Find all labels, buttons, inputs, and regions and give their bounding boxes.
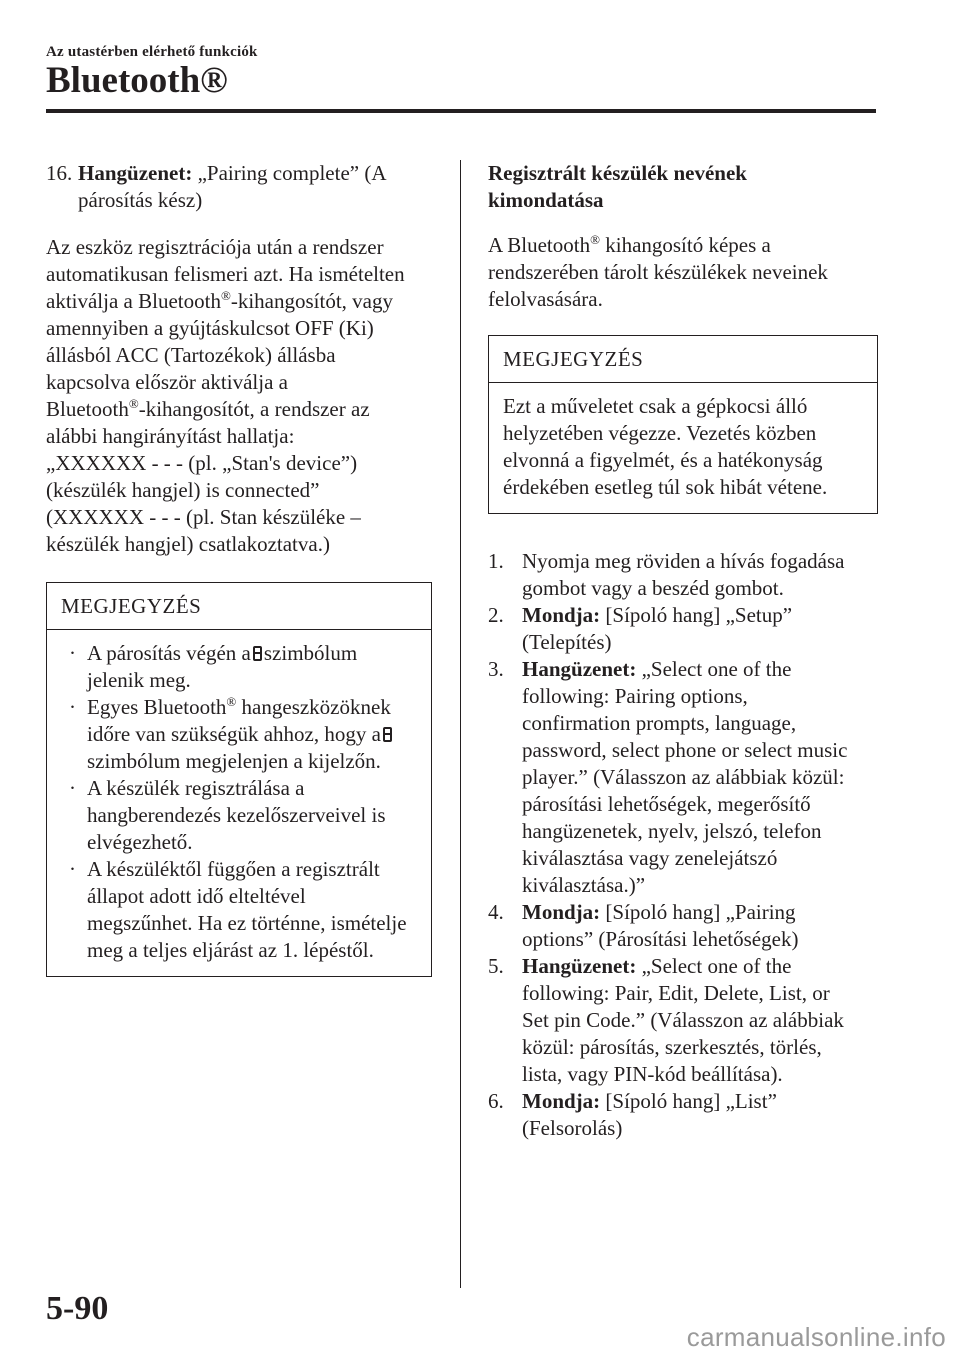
paragraph-line [46, 288, 432, 315]
column-divider [460, 160, 461, 1288]
text: [Sípoló hang] „Pairing [600, 900, 796, 924]
paragraph-line: Az eszköz regisztrációja után a rendszer [46, 235, 384, 259]
step-5 [488, 953, 878, 1088]
text: aktiválja a Bluetooth [46, 289, 221, 313]
text: időre van szükségük ahhoz, hogy a [87, 722, 381, 746]
text: hangeszközöknek [236, 695, 391, 719]
text: rendszerében tárolt készülékek neveinek [488, 260, 828, 284]
text: „Select one of the [636, 954, 792, 978]
note-box [46, 582, 432, 977]
text: elvégezhető. [87, 830, 193, 854]
note-bullet [61, 640, 419, 694]
text: Bluetooth [46, 397, 129, 421]
bullet-dot: · [69, 857, 76, 881]
step-text: following: Pairing options, [522, 684, 748, 708]
step-6 [488, 1088, 878, 1142]
text: megszűnhet. Ha ez történne, ismételje [87, 911, 407, 935]
step-text: „Pairing complete” (A [192, 161, 387, 185]
registered-mark: ® [128, 396, 139, 411]
step-text [522, 899, 878, 926]
section-subheading [488, 160, 878, 214]
step-text: confirmation prompts, language, [522, 711, 797, 735]
step-text: hangüzenetek, nyelv, jelszó, telefon [522, 819, 822, 843]
step-text [522, 1088, 878, 1115]
registered-mark: ® [226, 694, 237, 709]
step-text: közül: párosítás, szerkesztés, törlés, [522, 1035, 822, 1059]
step-text [522, 656, 878, 683]
text: elvonná a figyelmét, és a hatékonyság [503, 448, 823, 472]
step-number: 5. [488, 954, 504, 978]
paragraph-line: automatikusan felismeri azt. Ha ismételten [46, 262, 405, 286]
step-text: player.” (Válasszon az alábbiak közül: [522, 765, 845, 789]
note-bullet [61, 775, 419, 856]
section-label: Az utastérben elérhető funkciók [46, 44, 258, 60]
step-number: 1. [488, 549, 504, 573]
text: állapot adott idő elteltével [87, 884, 306, 908]
step-text: (Felsorolás) [522, 1116, 623, 1140]
phone-symbol-icon [383, 727, 392, 742]
text: helyzetében végezze. Vezetés közben [503, 421, 817, 445]
text: A készüléktől függően a regisztrált [87, 857, 380, 881]
paragraph-line: kapcsolva először aktiválja a [46, 370, 288, 394]
bullet-dot: · [69, 695, 76, 719]
step-text: following: Pair, Edit, Delete, List, or [522, 981, 830, 1005]
step-number: 6. [488, 1089, 504, 1113]
text: kihangosító képes a [599, 233, 771, 257]
text: -kihangosítót, a rendszer az [138, 397, 370, 421]
steps-list [488, 548, 878, 1142]
paragraph-line [46, 396, 432, 423]
note-bullet [61, 694, 419, 775]
step-4 [488, 899, 878, 953]
step-text: párosítási lehetőségek, megerősítő [522, 792, 811, 816]
paragraph-line: amennyiben a gyújtáskulcsot OFF (Ki) [46, 316, 374, 340]
text: A párosítás végén a [87, 641, 251, 665]
step-number: 3. [488, 657, 504, 681]
registered-mark: ® [590, 232, 600, 247]
text: szimbólum megjelenjen a kijelzőn. [87, 749, 381, 773]
text: Regisztrált készülék nevének [488, 161, 747, 185]
phone-symbol-icon [253, 646, 262, 661]
step-text: (Telepítés) [522, 630, 612, 654]
paragraph-line: (XXXXXX - - - (pl. Stan készüléke – [46, 505, 361, 529]
step-1 [488, 548, 878, 602]
registration-paragraph [46, 234, 432, 558]
step-3 [488, 656, 878, 899]
paragraph-line: (készülék hangjel) is connected” [46, 478, 320, 502]
left-column [46, 160, 432, 977]
text: Egyes Bluetooth [87, 695, 227, 719]
step-number: 4. [488, 900, 504, 924]
step-text: kiválasztása vagy zenelejátszó [522, 846, 778, 870]
paragraph-line: alábbi hangirányítást hallatja: [46, 424, 295, 448]
text: [Sípoló hang] „List” [600, 1089, 777, 1113]
text: hangberendezés kezelőszerveivel is [87, 803, 386, 827]
note-bullet [61, 856, 419, 964]
step-text: lista, vagy PIN-kód beállítása). [522, 1062, 783, 1086]
step-number: 16. [46, 161, 73, 185]
text: kimondatása [488, 188, 604, 212]
text: A Bluetooth [488, 233, 591, 257]
text: érdekében esetleg túl sok hibát vétene. [503, 475, 828, 499]
text: Ezt a műveletet csak a gépkocsi álló [503, 394, 808, 418]
step-text: kiválasztása.)” [522, 873, 646, 897]
registered-mark: ® [220, 288, 231, 303]
step-text [522, 953, 878, 980]
step-2 [488, 602, 878, 656]
step-text: Nyomja meg röviden a hívás fogadása [522, 549, 845, 573]
note-title: MEGJEGYZÉS [47, 583, 431, 630]
text: A készülék regisztrálása a [87, 776, 305, 800]
header-rule [46, 109, 876, 113]
step-label: Hangüzenet: [522, 954, 637, 978]
paragraph-line: „XXXXXX - - - (pl. „Stan's device”) [46, 451, 358, 475]
step-label: Mondja: [522, 900, 601, 924]
note-body [47, 630, 431, 976]
text: -kihangosítót, vagy [230, 289, 393, 313]
right-column [488, 160, 878, 1142]
text: meg a teljes eljárást az 1. lépéstől. [87, 938, 374, 962]
step-label: Mondja: [522, 1089, 601, 1113]
step-label: Hangüzenet: [522, 657, 637, 681]
paragraph-line: állásból ACC (Tartozékok) állásba [46, 343, 336, 367]
note-title: MEGJEGYZÉS [489, 336, 877, 383]
step-label: Hangüzenet: [78, 161, 193, 185]
step-text: párosítás kész) [78, 188, 203, 212]
step-label: Mondja: [522, 603, 601, 627]
step-text: gombot vagy a beszéd gombot. [522, 576, 784, 600]
step-text: Set pin Code.” (Válasszon az alábbiak [522, 1008, 844, 1032]
intro-paragraph [488, 232, 878, 313]
text: felolvasására. [488, 287, 603, 311]
step-16 [46, 160, 432, 214]
paragraph-line: készülék hangjel) csatlakoztatva.) [46, 532, 330, 556]
text: „Select one of the [636, 657, 792, 681]
step-text [522, 602, 878, 629]
note-box [488, 335, 878, 514]
note-body [489, 383, 877, 513]
page-number: 5-90 [46, 1290, 109, 1327]
chapter-title: Bluetooth® [46, 60, 228, 101]
text: [Sípoló hang] „Setup” [600, 603, 793, 627]
text: szimbólum [263, 641, 358, 665]
step-text: password, select phone or select music [522, 738, 848, 762]
bullet-dot: · [69, 641, 76, 665]
step-text: options” (Párosítási lehetőségek) [522, 927, 799, 951]
text: jelenik meg. [87, 668, 191, 692]
watermark: carmanualsonline.info [686, 1322, 946, 1352]
step-number: 2. [488, 603, 504, 627]
bullet-dot: · [69, 776, 76, 800]
